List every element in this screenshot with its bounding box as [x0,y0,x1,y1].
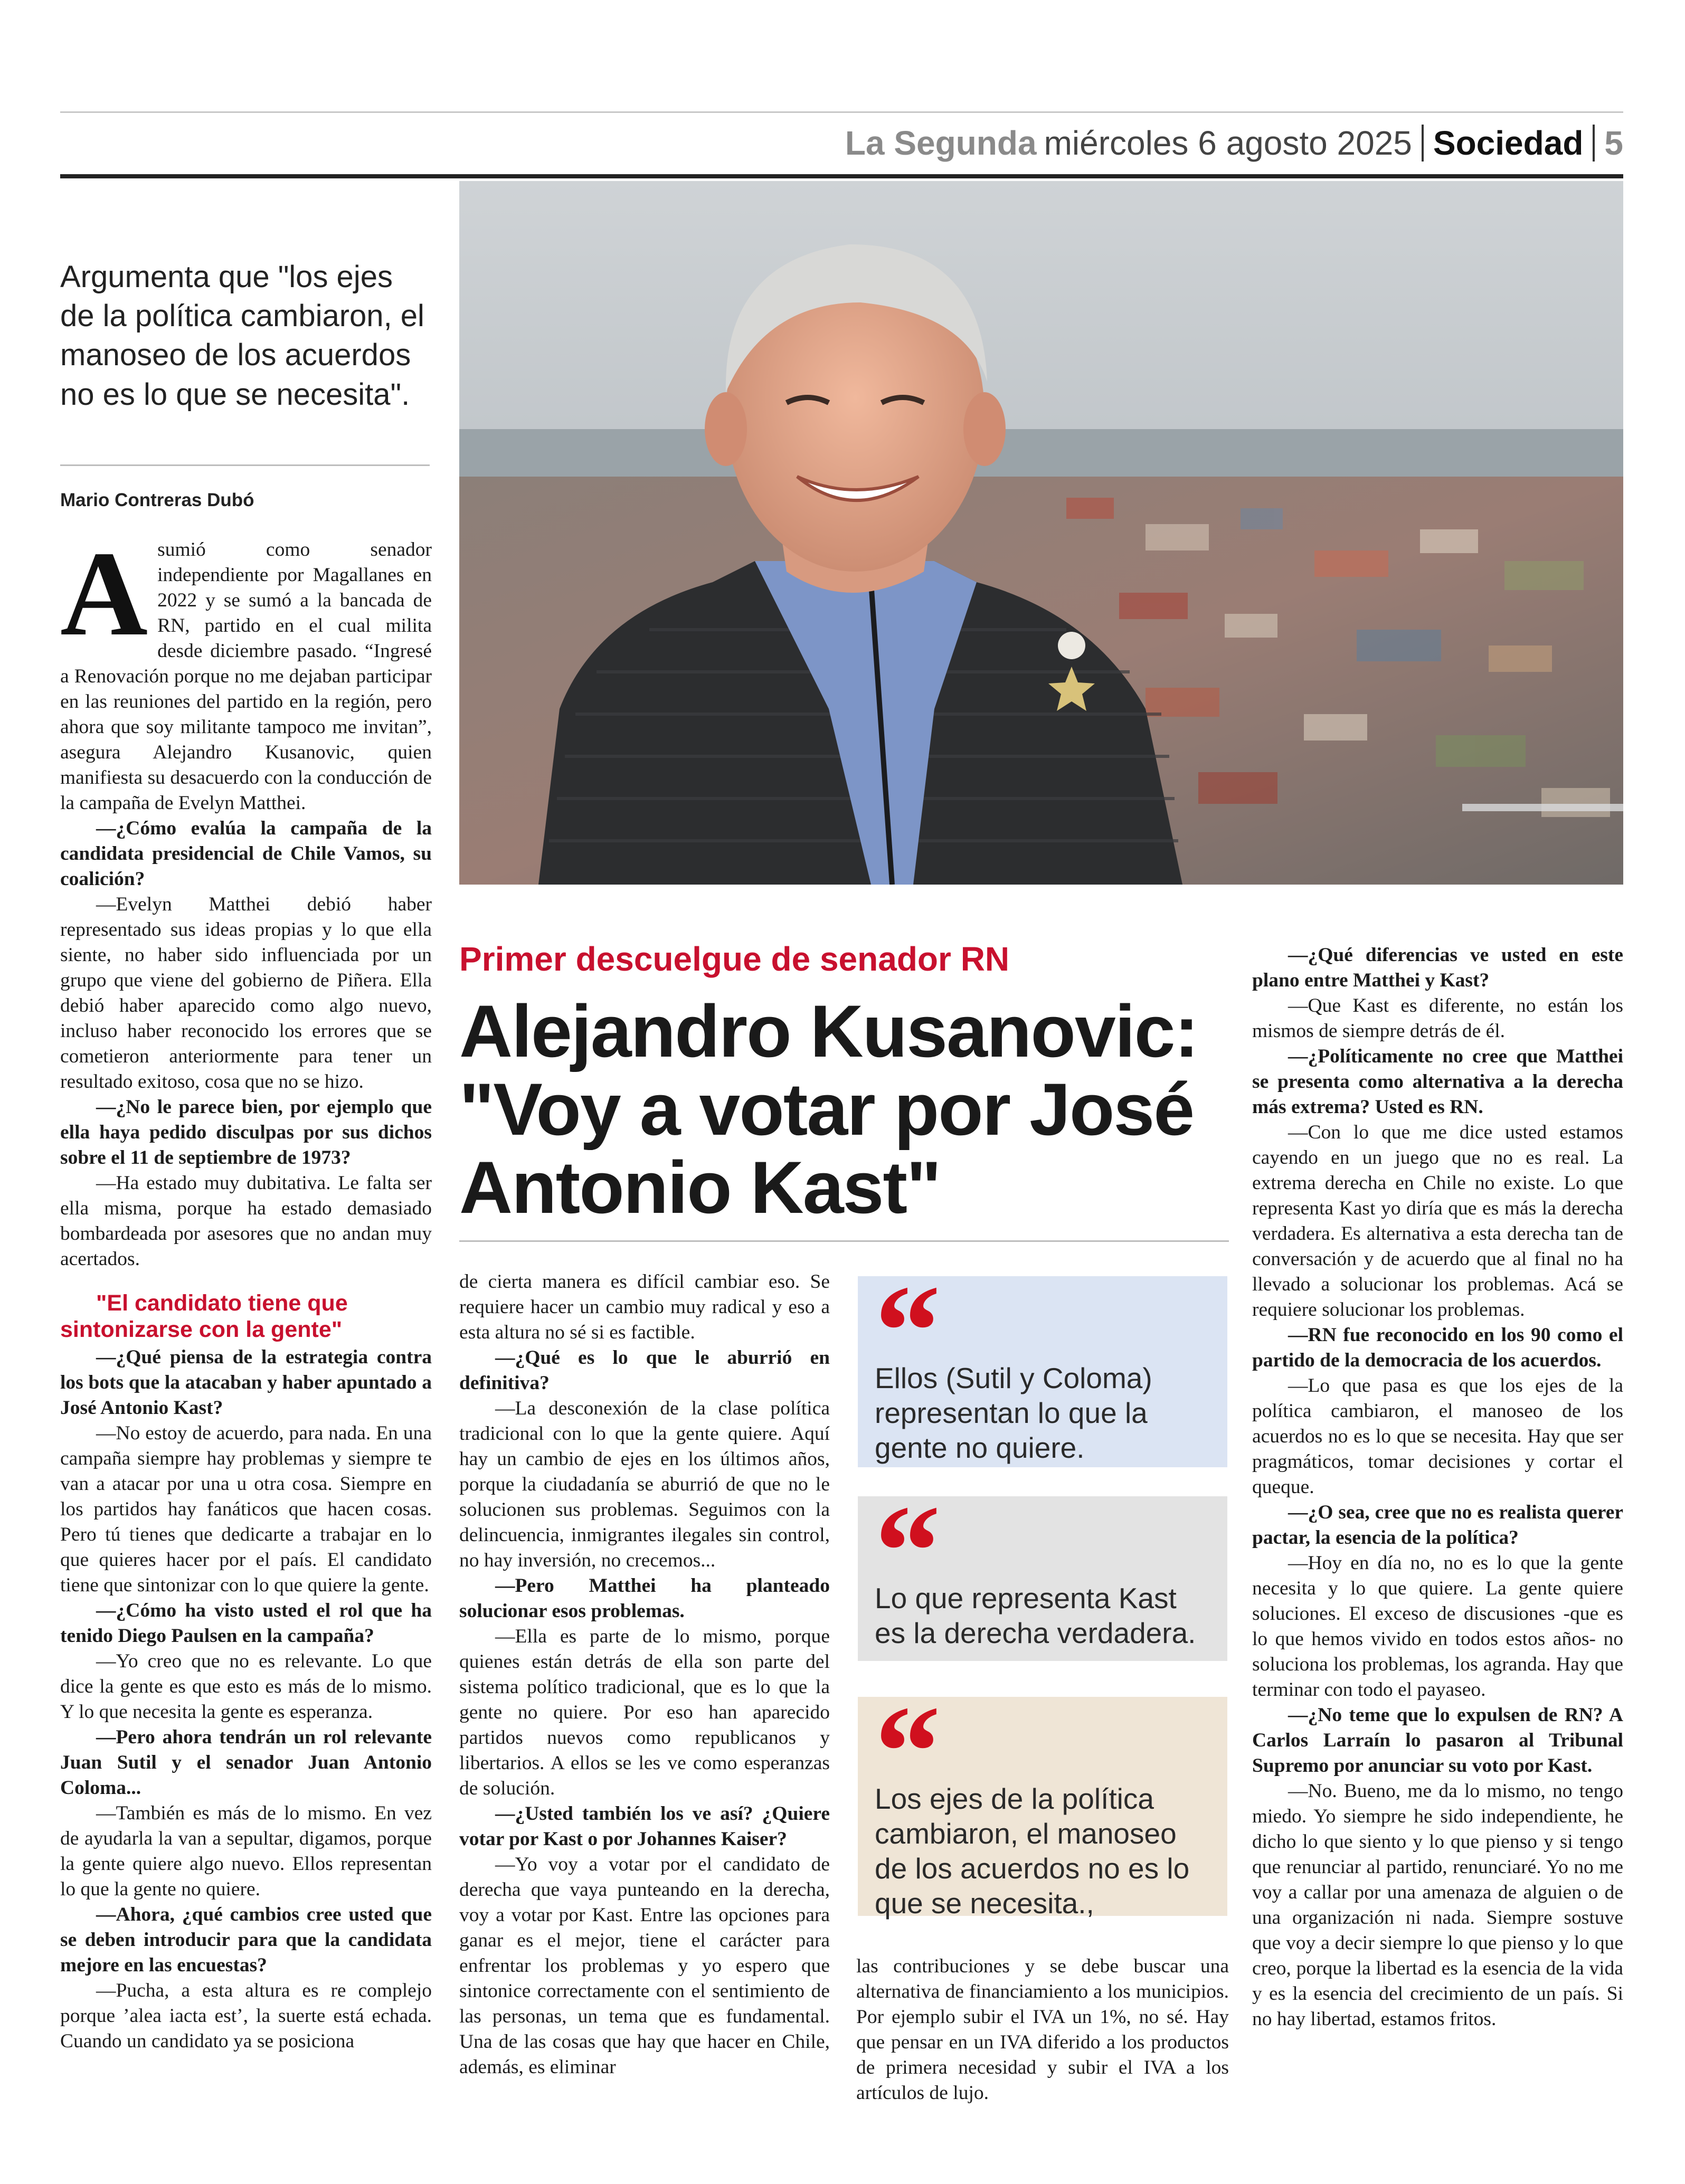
question: —¿Políticamente no cree que Matthei se presenta como alternativa a la derecha más extrema? Usted es RN. [1252,1046,1623,1118]
page-number: 5 [1604,124,1623,162]
question: —¿No teme que lo expulsen de RN? A Carlos Larraín lo pasaron al Tribunal Supremo por anunciar su voto por Kast. [1252,1704,1623,1777]
headline: Alejandro Kusanovic: "Voy a votar por José Antonio Kast" [459,990,1198,1229]
column-3 [856,1954,1229,2106]
masthead-top-rule [60,111,1623,113]
question: —¿Usted también los ve así? ¿Quiere votar por Kast o por Johannes Kaiser? [459,1803,830,1850]
drop-cap: A [60,526,148,661]
byline: Mario Contreras Dubó [60,490,254,510]
question: —¿O sea, cree que no es realista querer pactar, la esencia de la política? [1252,1502,1623,1549]
question: —Pero ahora tendrán un rol relevante Juan Sutil y el senador Juan Antonio Coloma... [60,1726,432,1799]
quote-mark-icon: “ [875,1258,935,1404]
portrait-illustration [459,181,1623,885]
answer: —Pucha, a esta altura es re complejo porque ’alea iacta est’, la suerte está echada. Cuando un candidato ya se posiciona [60,1980,432,2052]
section-subhead: "El candidato tiene que sintonizarse con la gente" [60,1290,348,1342]
question: —¿No le parece bien, por ejemplo que ella haya pedido disculpas por sus dichos sobre el 11 de septiembre de 1973? [60,1096,432,1169]
answer: —Ha estado muy dubitativa. Le falta ser ella misma, porque ha estado demasiado bombardeada por asesores que no andan muy acertados. [60,1172,432,1270]
masthead [60,119,1623,167]
question: —¿Cómo evalúa la campaña de la candidata presidencial de Chile Vamos, su coalición? [60,818,432,890]
continued-paragraph: las contribuciones y se debe buscar una alternativa de financiamiento a los municipios. Por ejemplo subir el IVA un 1%, no sé. Hay que pensar en un IVA diferido a los productos de primera necesidad y subir el IVA a los artículos de lujo. [856,1955,1229,2104]
quote-mark-icon: “ [875,1679,935,1825]
article-deck: Argumenta que "los ejes de la política cambiaron, el manoseo de los acuerdos no es lo que se necesita". [60,260,424,412]
pull-quote-2 [858,1478,1227,1661]
column-1 [60,526,432,2054]
pull-quote-text: Ellos (Sutil y Coloma) representan lo que la gente no quiere. [875,1362,1152,1464]
deck-divider [60,464,430,466]
quote-mark-icon: “ [875,1478,935,1625]
intro-paragraph: sumió como senador independiente por Magallanes en 2022 y se sumó a la bancada de RN, partido en el cual milita desde diciembre pasado. “Ingresé a Renovación porque no me dejaban participar en las reuniones del partido en la región, pero ahora que soy militante tampoco me invitan”, asegura Alejandro Kusanovic, quien manifiesta su desacuerdo con la conducción de la campaña de Evelyn Matthei. [60,539,432,814]
answer: —Ella es parte de lo mismo, porque quienes están detrás de ella son parte del sistema político tradicional, que es lo que la gente no quiere. Por eso han aparecido partidos nuevos como republicanos y libertarios. A ellos se les ve como esperanzas de solución. [459,1626,830,1799]
pull-quote-text: Los ejes de la política cambiaron, el manoseo de los acuerdos no es lo que se necesita., [875,1782,1190,1920]
answer: —Yo voy a votar por el candidato de derecha que vaya punteando en la derecha, voy a votar por Kast. Entre las opciones para ganar es el mejor, tiene el carácter para enfrentar los problemas y yo espero que sintonice correctamente con el sentimiento de las personas, un tema que es fundamental. Una de las cosas que hay que hacer en Chile, además, es eliminar [459,1854,830,2078]
kicker: Primer descuelgue de senador RN [459,940,1010,978]
answer: —No. Bueno, me da lo mismo, no tengo miedo. Yo siempre he sido independiente, he dicho lo que siento y lo que pienso y si tengo que renunciar al partido, renunciaré. Yo no me voy a callar por una amenaza de alguien o de una organización ni nada. Siempre sostuve que voy a decir siempre lo que pienso y lo que creo, porque la libertad es la esencia de la vida y es la esencia del crecimiento de un país. Si no hay libertad, estamos fritos. [1252,1780,1623,2030]
answer: —También es más de lo mismo. En vez de ayudarla la van a sepultar, digamos, porque la gente quiere algo nuevo. Ellos representan lo que la gente no quiere. [60,1802,432,1900]
answer: —No estoy de acuerdo, para nada. En una campaña siempre hay problemas y siempre te van a atacar por una u otra cosa. Siempre en los partidos hay fanáticos que hacen cosas. Pero tú tienes que dedicarte a trabajar en lo que quieres hacer por el país. El candidato tiene que sintonizar con lo que quiere la gente. [60,1422,432,1596]
portrait-photo [459,181,1623,885]
masthead-divider [1593,125,1595,162]
question: —¿Qué es lo que le aburrió en definitiva? [459,1347,830,1394]
answer: —Con lo que me dice usted estamos cayendo en un juego que no es real. La extrema derecha en Chile no existe. Lo que representa Kast yo diría que es más la derecha verdadera. Es alternativa a esta derecha tan de conversación y de acuerdo que al final no ha llevado a solucionar los problemas. Acá se requiere solucionar los problemas. [1252,1122,1623,1321]
column-2 [459,1269,830,2080]
question: —Ahora, ¿qué cambios cree usted que se deben introducir para que la candidata mejore en las encuestas? [60,1904,432,1976]
answer: —La desconexión de la clase política tradicional con lo que la gente quiere. Aquí hay un cambio de ejes en los últimos años, porque la ciudadanía se aburrió de que no le solucionen sus problemas. Seguimos con la delincuencia, inmigrantes ilegales sin control, no hay inversión, no crecemos... [459,1398,830,1571]
answer: —Lo que pasa es que los ejes de la política cambiaron, el manoseo de los acuerdos no es lo que se necesita. Hay que ser pragmáticos, tomar decisiones y cortar el queque. [1252,1375,1623,1498]
question: —RN fue reconocido en los 90 como el partido de la democracia de los acuerdos. [1252,1324,1623,1371]
section-name: Sociedad [1433,124,1584,162]
continued-paragraph: de cierta manera es difícil cambiar eso. Se requiere hacer un cambio muy radical y eso a esta altura no sé si es factible. [459,1271,830,1343]
masthead-bottom-rule [60,174,1623,178]
newspaper-name: La Segunda [845,124,1037,162]
answer: —Hoy en día no, no es lo que la gente necesita y lo que quiere. La gente quiere soluciones. El exceso de discusiones -que es lo que hemos vivido en todos estos años- no soluciona los problemas, los agranda. Hay que terminar con todo el payaseo. [1252,1552,1623,1701]
question: —¿Cómo ha visto usted el rol que ha tenido Diego Paulsen en la campaña? [60,1600,432,1647]
issue-date: miércoles 6 agosto 2025 [1044,124,1412,162]
masthead-divider [1422,125,1424,162]
question: —¿Qué diferencias ve usted en este plano entre Matthei y Kast? [1252,944,1623,991]
answer: —Yo creo que no es relevante. Lo que dice la gente es que esto es más de lo mismo. Y lo que necesita la gente es esperanza. [60,1650,432,1723]
column-4 [1252,943,1623,2032]
question: —¿Qué piensa de la estrategia contra los bots que la atacaban y haber apuntado a José Antonio Kast? [60,1346,432,1419]
answer: —Evelyn Matthei debió haber representado sus ideas propias y lo que ella siente, no haber sido influenciada por un grupo que viene del gobierno de Piñera. Ella debió haber aparecido como algo nuevo, incluso haber reconocido los errores que se cometieron anteriormente para tener un resultado exitoso, cosa que no se hizo. [60,894,432,1093]
answer: —Que Kast es diferente, no están los mismos de siempre detrás de él. [1252,995,1623,1042]
pull-quote-1 [858,1258,1227,1467]
pull-quote-3 [858,1679,1227,1920]
headline-divider [459,1240,1229,1242]
question: —Pero Matthei ha planteado solucionar esos problemas. [459,1575,830,1622]
pull-quote-text: Lo que representa Kast es la derecha verdadera. [875,1582,1196,1649]
